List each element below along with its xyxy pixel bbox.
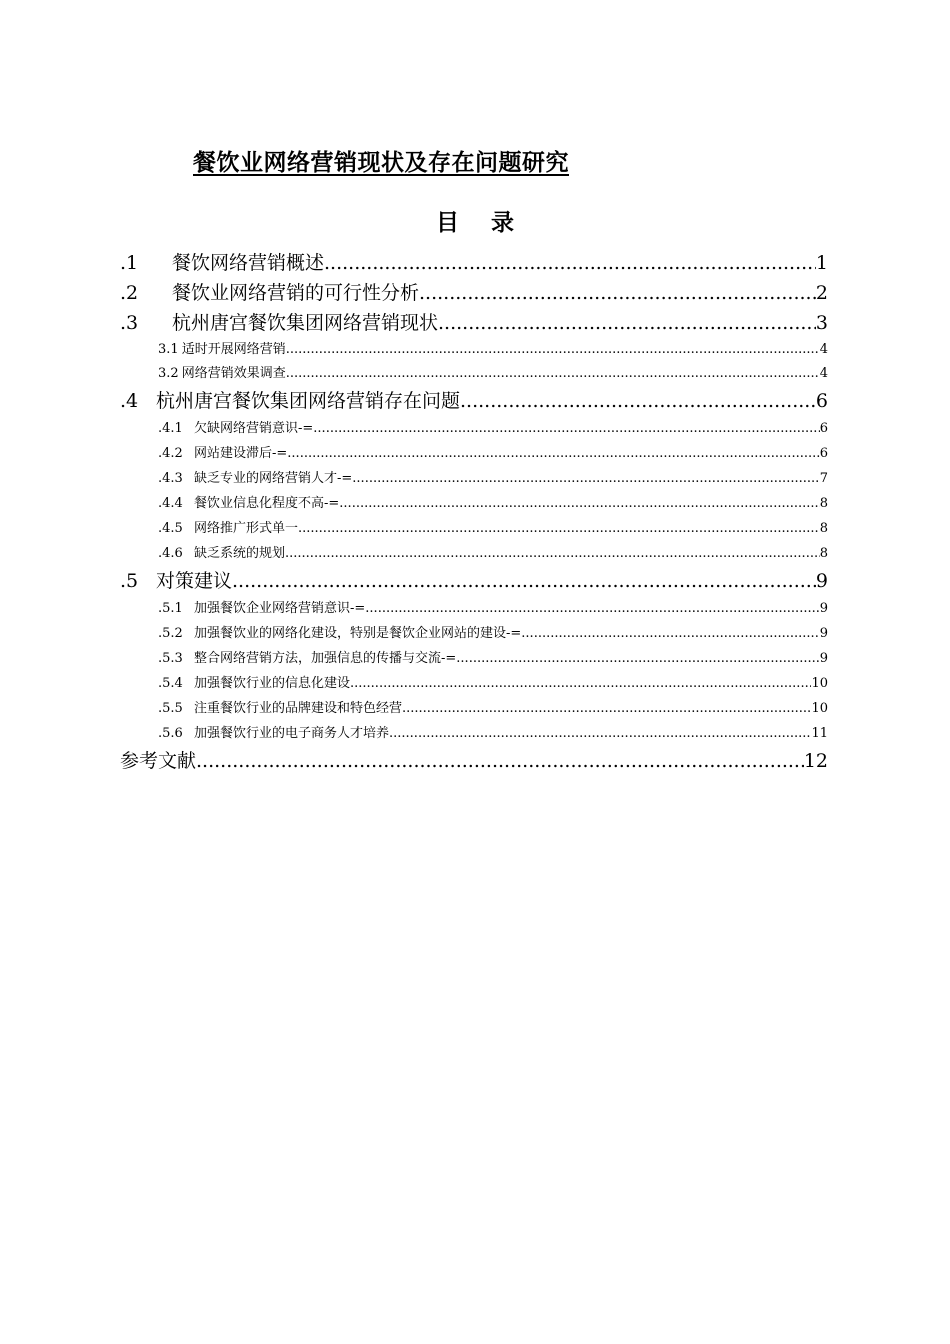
toc-entry-page: 9 bbox=[819, 626, 828, 641]
toc-entry-page: 6 bbox=[815, 390, 828, 412]
toc-entry-page: 6 bbox=[819, 421, 828, 436]
toc-entry-title: 加强餐饮行业的电子商务人才培养 bbox=[194, 726, 390, 741]
toc-entry-4[interactable] bbox=[120, 386, 828, 416]
toc-entry-3[interactable] bbox=[120, 308, 828, 338]
toc-entry-number: .3 bbox=[120, 312, 139, 334]
toc-entry-4-2[interactable] bbox=[120, 441, 828, 466]
toc-entry-page: 9 bbox=[819, 601, 828, 616]
toc-entry-title: 适时开展网络营销 bbox=[181, 342, 286, 357]
toc-entry-title: 餐饮网络营销概述 bbox=[172, 252, 325, 274]
toc-dot-leader bbox=[365, 596, 819, 621]
toc-entry-5-6[interactable] bbox=[120, 721, 828, 746]
toc-entry-page: 3 bbox=[815, 312, 828, 334]
toc-entry-page: 6 bbox=[819, 446, 828, 461]
toc-entry-page: 12 bbox=[803, 750, 828, 772]
toc-entry-number: .5.4 bbox=[158, 676, 183, 691]
toc-dot-leader bbox=[438, 308, 816, 338]
toc-dot-leader bbox=[339, 491, 819, 516]
toc-entry-title: 网络推广形式单一 bbox=[194, 521, 299, 536]
toc-dot-leader bbox=[419, 278, 816, 308]
toc-dot-leader bbox=[521, 621, 819, 646]
toc-dot-leader bbox=[350, 671, 811, 696]
toc-entry-title: 加强餐饮行业的信息化建设 bbox=[194, 676, 351, 691]
toc-entry-title: 缺乏专业的网络营销人才-= bbox=[194, 471, 353, 486]
toc-entry-5-2[interactable] bbox=[120, 621, 828, 646]
toc-entry-title: 网站建设滞后-= bbox=[194, 446, 288, 461]
toc-heading: 目 录 bbox=[435, 209, 526, 236]
toc-entry-number: .4.2 bbox=[158, 446, 183, 461]
toc-entry-number: .5.1 bbox=[158, 601, 183, 616]
toc-entry-page: 1 bbox=[815, 252, 828, 274]
table-of-contents bbox=[120, 248, 828, 776]
toc-entry-number: .2 bbox=[120, 282, 139, 304]
document-title: 餐饮业网络营销现状及存在问题研究 bbox=[193, 149, 569, 176]
toc-entry-page: 8 bbox=[819, 546, 828, 561]
toc-entry-page: 10 bbox=[811, 701, 828, 716]
toc-entry-number: .5.3 bbox=[158, 651, 183, 666]
toc-entry-5-1[interactable] bbox=[120, 596, 828, 621]
toc-entry-number: .4.4 bbox=[158, 496, 183, 511]
toc-entry-number: .4 bbox=[120, 390, 139, 412]
toc-dot-leader bbox=[389, 721, 811, 746]
toc-entry-page: 2 bbox=[815, 282, 828, 304]
toc-dot-leader bbox=[460, 386, 816, 416]
toc-entry-number: .5.2 bbox=[158, 626, 183, 641]
toc-entry-title: 杭州唐宫餐饮集团网络营销现状 bbox=[172, 312, 439, 334]
toc-entry-page: 7 bbox=[819, 471, 828, 486]
toc-entry-2[interactable] bbox=[120, 278, 828, 308]
toc-dot-leader bbox=[286, 338, 820, 362]
toc-entry-page: 8 bbox=[819, 521, 828, 536]
toc-entry-page: 10 bbox=[811, 676, 828, 691]
toc-entry-4-5[interactable] bbox=[120, 516, 828, 541]
toc-entry-title: 整合网络营销方法，加强信息的传播与交流-= bbox=[194, 651, 457, 666]
toc-entry-title: 缺乏系统的规划 bbox=[194, 546, 286, 561]
toc-entry-number: 3.2 bbox=[158, 366, 179, 381]
toc-entry-title: 注重餐饮行业的品牌建设和特色经营 bbox=[194, 701, 403, 716]
toc-entry-page: 4 bbox=[819, 342, 828, 357]
toc-dot-leader bbox=[456, 646, 819, 671]
toc-entry-5-4[interactable] bbox=[120, 671, 828, 696]
toc-entry-5[interactable] bbox=[120, 566, 828, 596]
toc-entry-references[interactable] bbox=[120, 746, 828, 776]
toc-entry-3-2[interactable] bbox=[120, 362, 828, 386]
toc-entry-4-1[interactable] bbox=[120, 416, 828, 441]
toc-entry-5-5[interactable] bbox=[120, 696, 828, 721]
toc-entry-page: 4 bbox=[819, 366, 828, 381]
toc-dot-leader bbox=[286, 362, 820, 386]
toc-entry-1[interactable] bbox=[120, 248, 828, 278]
toc-entry-title: 加强餐饮业的网络化建设，特别是餐饮企业网站的建设-= bbox=[194, 626, 522, 641]
toc-dot-leader bbox=[313, 416, 819, 441]
toc-entry-page: 11 bbox=[811, 726, 828, 741]
toc-dot-leader bbox=[285, 541, 820, 566]
toc-entry-4-3[interactable] bbox=[120, 466, 828, 491]
toc-entry-3-1[interactable] bbox=[120, 338, 828, 362]
toc-entry-number: .1 bbox=[120, 252, 139, 274]
toc-entry-number: .5 bbox=[120, 570, 139, 592]
toc-entry-title: 参考文献 bbox=[120, 750, 197, 772]
toc-entry-number: .4.1 bbox=[158, 421, 183, 436]
toc-entry-number: .5.5 bbox=[158, 701, 183, 716]
toc-entry-title: 餐饮业网络营销的可行性分析 bbox=[172, 282, 420, 304]
toc-dot-leader bbox=[298, 516, 820, 541]
toc-entry-title: 杭州唐宫餐饮集团网络营销存在问题 bbox=[156, 390, 461, 412]
toc-dot-leader bbox=[232, 566, 816, 596]
toc-entry-title: 对策建议 bbox=[156, 570, 233, 592]
toc-entry-number: .4.3 bbox=[158, 471, 183, 486]
toc-entry-title: 欠缺网络营销意识-= bbox=[194, 421, 314, 436]
toc-dot-leader bbox=[352, 466, 819, 491]
toc-dot-leader bbox=[402, 696, 811, 721]
toc-entry-5-3[interactable] bbox=[120, 646, 828, 671]
toc-entry-number: .5.6 bbox=[158, 726, 183, 741]
toc-entry-page: 8 bbox=[819, 496, 828, 511]
toc-dot-leader bbox=[287, 441, 819, 466]
toc-dot-leader bbox=[196, 746, 804, 776]
toc-entry-4-4[interactable] bbox=[120, 491, 828, 516]
toc-entry-title: 餐饮业信息化程度不高-= bbox=[194, 496, 340, 511]
toc-entry-title: 网络营销效果调查 bbox=[181, 366, 286, 381]
toc-entry-page: 9 bbox=[815, 570, 828, 592]
toc-entry-number: .4.6 bbox=[158, 546, 183, 561]
toc-dot-leader bbox=[324, 248, 816, 278]
toc-entry-4-6[interactable] bbox=[120, 541, 828, 566]
toc-entry-title: 加强餐饮企业网络营销意识-= bbox=[194, 601, 366, 616]
toc-entry-number: .4.5 bbox=[158, 521, 183, 536]
toc-entry-page: 9 bbox=[819, 651, 828, 666]
toc-entry-number: 3.1 bbox=[158, 342, 179, 357]
